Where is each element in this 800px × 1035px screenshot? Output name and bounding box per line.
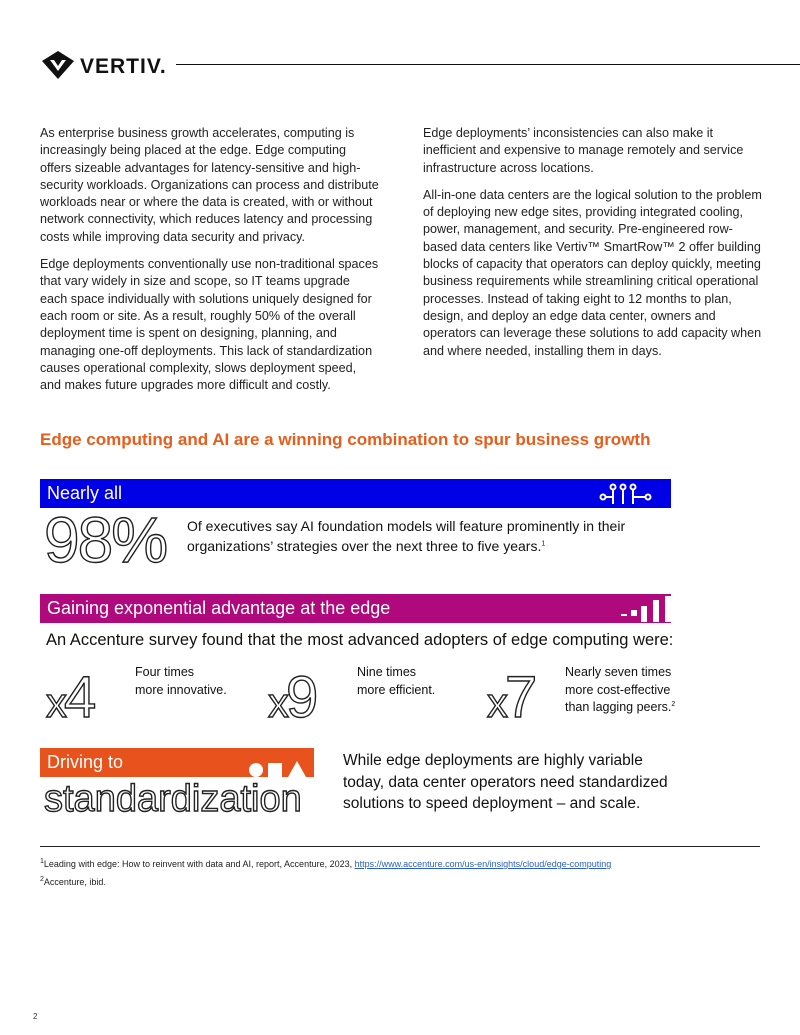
footnote-number: 1 (40, 858, 44, 865)
multiplier-value: 9 (286, 665, 316, 730)
bar-growth-icon (621, 596, 671, 622)
driving-banner (40, 748, 314, 777)
footnote-text: Leading with edge: How to reinvent with data and AI, report, Accenture, 2023, (43, 859, 355, 869)
shapes-icon (244, 758, 314, 777)
footnote-ref: 2 (671, 700, 676, 708)
standardization-word: standardization (44, 778, 302, 820)
multiplier-description (565, 664, 675, 717)
survey-intro: An Accenture survey found that the most advanced adopters of edge computing were: (46, 631, 674, 649)
banner-label: Driving to (47, 752, 124, 772)
intro-left-column (40, 125, 380, 404)
footnote-ref: 1 (541, 540, 546, 548)
stat-98-description (187, 516, 657, 556)
stat-text: Of executives say AI foundation models will feature prominently in their organizations’ strategies over the next three to five years. (187, 518, 626, 554)
multiplier-x9 (268, 665, 316, 733)
stat-98-percent: 98% (44, 504, 167, 576)
footnote-number: 2 (40, 876, 44, 883)
intro-right-column (423, 125, 763, 370)
times-sign: x (487, 679, 505, 726)
multiplier-value: 7 (505, 665, 535, 730)
times-sign: x (46, 679, 64, 726)
advantage-banner (40, 594, 671, 623)
footnote-link[interactable]: https://www.accenture.com/us-en/insights/cloud/edge-computing (354, 859, 612, 869)
brand-name: VERTIV. (80, 55, 167, 78)
times-sign: x (268, 679, 286, 726)
footnote-1 (40, 858, 611, 870)
paragraph: All-in-one data centers are the logical solution to the problem of deploying new edge sites, providing integrated cooling, power, management, and security. Pre-engineered row-based data centers like Vertiv™ SmartRow™ 2 offer building blocks of capacity that operators can deploy quickly, meeting business requirements while streamlining critical operational processes. Instead of taking eight to 12 months to plan, design, and deploy an edge data center, owners and operators can leverage these solutions to add capacity when and where needed, installing them in days. (423, 187, 762, 358)
desc-line: Four times (135, 665, 195, 679)
section-title: Edge computing and AI are a winning combination to spur business growth (40, 430, 651, 449)
desc-line: more efficient. (357, 682, 436, 697)
banner-label: Nearly all (47, 483, 123, 503)
footnote-divider (40, 846, 760, 847)
header-divider (176, 64, 800, 65)
page-number: 2 (33, 1012, 38, 1021)
circuit-icon (599, 482, 659, 506)
multiplier-description (135, 664, 227, 699)
standardization-text: While edge deployments are highly variable today, data center operators need standardized solutions to speed deployment – and scale. (343, 752, 668, 812)
desc-line: Nearly seven times (565, 665, 672, 679)
banner-label: Gaining exponential advantage at the edge (47, 598, 391, 618)
desc-line: more innovative. (135, 682, 227, 697)
paragraph: As enterprise business growth accelerates, computing is increasingly being placed at the edge. Edge computing offers sizeable advantages for latency-sensitive and high-security workloads. Organizations can process and distribute workloads near or where the data is created, with or without network connectivity, which reduces latency and processing costs while improving data security and privacy. (40, 126, 379, 244)
multiplier-description (357, 664, 435, 699)
paragraph: Edge deployments’ inconsistencies can also make it inefficient and expensive to manage remotely and service infrastructure across locations. (423, 126, 744, 175)
vertiv-logo-icon (40, 49, 76, 81)
desc-line: more cost-effective (565, 682, 671, 697)
multiplier-x4 (46, 665, 94, 733)
multiplier-x7 (487, 665, 535, 733)
desc-line: Nine times (357, 665, 417, 679)
paragraph: Edge deployments conventionally use non-traditional spaces that vary widely in size and scope, so IT teams upgrade each space individually with solutions uniquely designed for each room or site. As a result, roughly 50% of the overall deployment time is spent on designing, planning, and managing one-off deployments. This lack of standardization causes operational complexity, slows deployment speed, and makes future upgrades more difficult and costly. (40, 257, 379, 393)
footnote-2 (40, 876, 106, 888)
desc-text: than lagging peers. (565, 700, 672, 714)
desc-line (565, 699, 675, 717)
multiplier-value: 4 (64, 665, 94, 730)
footnote-text: Accenture, ibid. (43, 877, 106, 887)
